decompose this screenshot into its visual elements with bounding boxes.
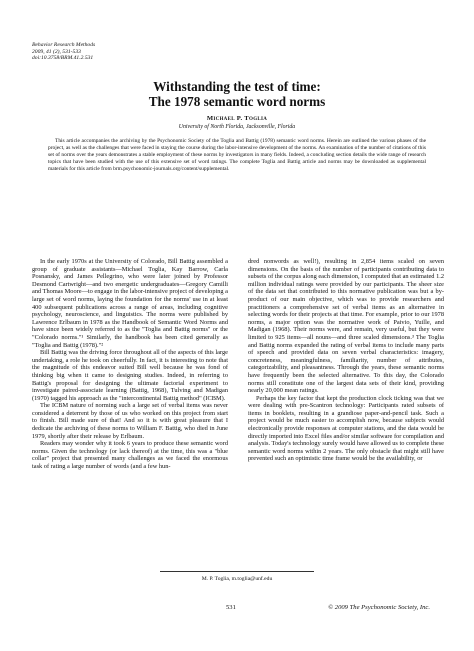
title-line-2: The 1978 semantic word norms	[148, 94, 326, 109]
correspondence-email: M. P. Toglia, m.toglia@unf.edu	[201, 576, 273, 582]
copyright-notice: © 2009 The Psychonomic Society, Inc.	[328, 604, 430, 611]
journal-doi: doi:10.3758/BRM.41.2.531	[32, 55, 94, 62]
journal-header	[32, 42, 95, 62]
body-column-left	[32, 258, 228, 471]
abstract: This article accompanies the archiving by the Psychonomic Society of the Toglia and Battig (1978) semantic word norms. Herein are outlined the various phases of the project, as well as the challenges that were faced in staying the course during the labor-intensive development of the norms. An examination of the number of citations of this set of norms over the years demonstrates a stable employment of these norms by investigators in many fields. Indeed, a concluding section details the wide range of research topics that have been studied with the use of this extensive set of word ratings. The complete Toglia and Battig article and norms may be downloaded as supplemental materials for this article from brm.psychonomic-journals.org/content/supplemental.	[48, 138, 426, 173]
paragraph: Readers may wonder why it took 6 years to produce these semantic word norms. Given the technology (or lack thereof) at the time, this was a "blue collar" project that presented many challenges as we faced the enormous task of rating a large number of words (and a few hun-	[32, 440, 228, 471]
author-name: Michael P. Toglia	[206, 115, 268, 122]
paragraph: The ICBM nature of norming such a large set of verbal items was never considered a deterrent by those of us who worked on this project from start to finish. Bill made sure of that! And so it is with great pleasure that I dedicate the archiving of these norms to William F. Battig, who died in June 1979, shortly after their release by Erlbaum.	[32, 402, 228, 440]
author-affiliation: University of North Florida, Jacksonville, Florida	[178, 124, 296, 130]
journal-name: Behavior Research Methods	[32, 42, 96, 48]
page-number: 531	[226, 604, 236, 611]
paragraph: Perhaps the key factor that kept the production clock ticking was that we were dealing with pre-Scantron technology: Participants rated subsets of items in booklets, resulting in a grandiose paper-and-pencil task. Such a project would be much easier to accomplish now, because subjects would electronically provide responses at computer stations, and the data would be directly imported into Excel files and/or similar software for compilation and analysis. Today's technology surely would have allowed us to complete these semantic word norms within 2 years. The only obstacle that might still have prevented such an optimistic time frame would be the availability, or	[248, 394, 444, 463]
article-title	[0, 79, 474, 109]
paragraph: dred nonwords as well!), resulting in 2,854 items scaled on seven dimensions. On the basis of the number of participants contributing data to subsets of the corpus along each dimension, I computed that an estimated 1.2 million individual ratings were provided by our participants. The sheer size of the data set that contributed to this normative publication was but a by-product of our main objective, which was to provide researchers and practitioners a comprehensive set of verbal items as an alternative in selecting words for their projects at that time. For example, prior to our 1978 norms, a major option was the normative work of Paivio, Yuille, and Madigan (1968). Their norms were, and remain, very useful, but they were limited to 925 items—all nouns—and three scaled dimensions.³ The Toglia and Battig norms expanded the rating of verbal items to include many parts of speech and provided data on seven verbal characteristics: imagery, concreteness, meaningfulness, familiarity, number of attributes, categorizability, and pleasantness. Through the years, these semantic norms have frequently been the selected alternative. To this day, the Colorado norms still constitute one of the largest data sets of their kind, providing nearly 20,000 mean ratings.	[248, 258, 444, 395]
footnote-divider	[160, 571, 314, 572]
paragraph: In the early 1970s at the University of Colorado, Bill Battig assembled a group of graduate assistants—Michael Toglia, Kay Barrow, Carla Posnansky, and James Pellegrino, who were later joined by Professor Desmond Cartwright—and two energetic undergraduates—Gregory Camilli and Thomas Moore—to engage in the labor-intensive project of developing a large set of word norms, laying the foundation for the norms' use in at least 400 subsequent publications across a range of areas, including cognitive psychology, neuroscience, and linguistics. The norms were published by Lawrence Erlbaum in 1978 as the Handbook of Semantic Word Norms and have since been widely referred to as the "Toglia and Battig norms" or the "Colorado norms."¹ Similarly, the handbook has been cited generally as "Toglia and Battig (1978)."²	[32, 258, 229, 349]
paragraph: Bill Battig was the driving force throughout all of the aspects of this large undertaking, a role he took on cheerfully. In fact, it is interesting to note that the magnitude of this endeavor suited Bill well because he was fond of thinking big when it came to designing studies. Indeed, in referring to Battig's proposal for designing the ultimate factorial experiment to investigate paired-associate learning (Battig, 1968), Tulving and Madigan (1970) tagged his approach as the "intercontinental Battig method" (ICBM).	[32, 349, 228, 402]
title-line-1: Withstanding the test of time:	[153, 79, 321, 94]
journal-volume: 2009, 41 (2), 531-533	[32, 48, 81, 55]
body-column-right	[248, 258, 444, 463]
